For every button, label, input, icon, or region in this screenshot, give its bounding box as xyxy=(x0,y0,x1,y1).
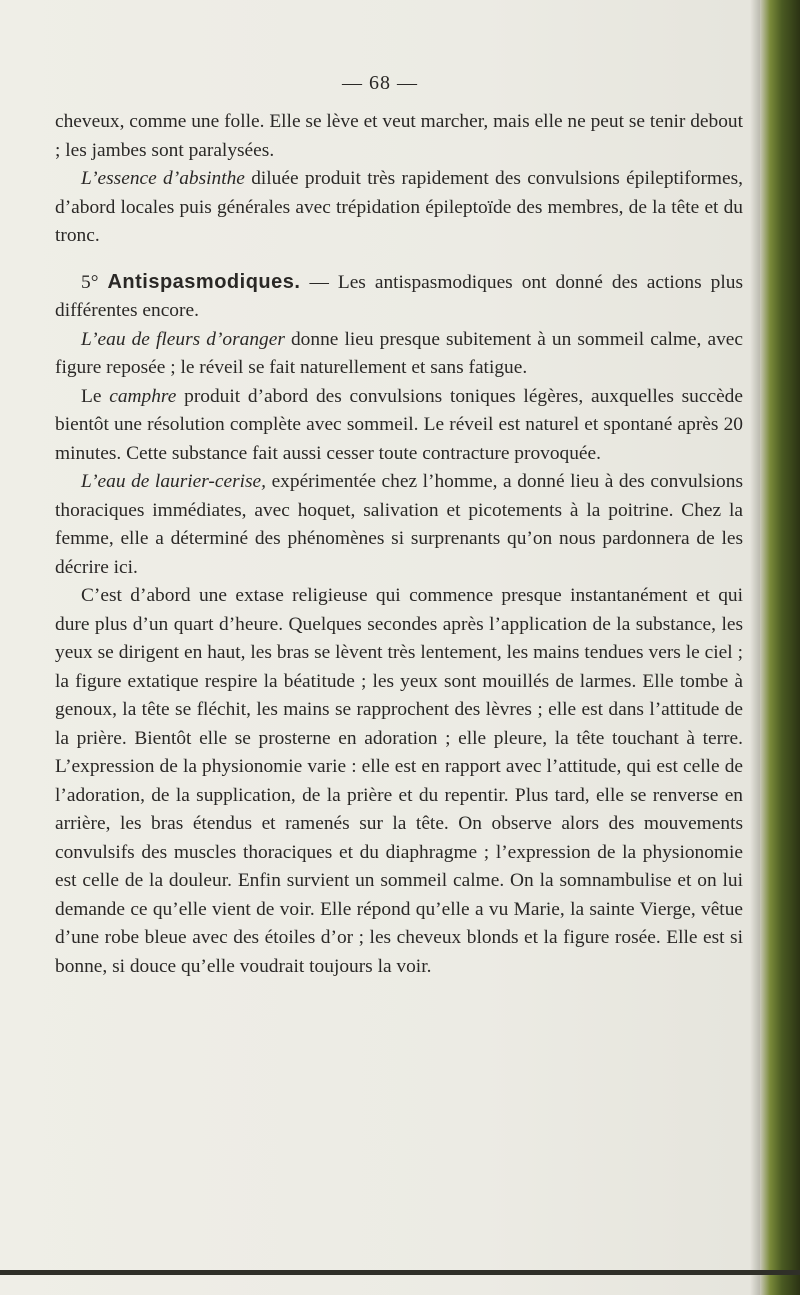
paragraph-7: C’est d’abord une extase religieuse qui commence presque instantanément et qui dure plus d’un quart d’heure. Quelques secondes après l’application de la substance, les yeux se dirigent en haut, les bras se lèvent très lentement, les mains tendues vers le ciel ; la figure extatique respire la béatitude ; les yeux sont mouillés de larmes. Elle tombe à genoux, la tête se fléchit, les mains se rapprochent des lèvres ; elle est dans l’attitude de la prière. Bientôt elle se prosterne en adoration ; elle pleure, la tête touchant à terre. L’expression de la physionomie varie : elle est en rapport avec l’attitude, qui est celle de l’adoration, de la supplication, de la prière et du repentir. Plus tard, elle se renverse en arrière, les bras étendus et ramenés sur la tête. On observe alors des mouvements convulsifs des muscles thoraciques et du diaphragme ; l’expression de la physionomie est celle de la douleur. Enfin survient un sommeil calme. On la somnambulise et on lui demande ce qu’elle vient de voir. Elle répond qu’elle a vu Marie, la sainte Vierge, vêtue d’une robe bleue avec des étoiles d’or ; les cheveux blonds et la figure rosée. Elle est si bonne, si douce qu’elle voudrait toujours la voir. xyxy=(55,585,743,977)
page-number: — 68 — xyxy=(342,72,418,94)
paragraph-5 xyxy=(55,383,743,469)
section-title: Antispasmodiques. xyxy=(107,270,301,293)
bottom-edge xyxy=(0,1270,800,1275)
paragraph-4-text: donne lieu presque subitement à un sommeil calme, avec figure reposée ; le réveil se fait naturellement et sans fatigue. xyxy=(55,328,743,378)
paragraph-6 xyxy=(55,468,743,582)
page-gutter-shadow xyxy=(750,0,760,1295)
section-intro: — Les antispasmodiques ont donné des actions plus différentes encore. xyxy=(55,271,743,321)
page-text xyxy=(55,108,743,981)
book-edge xyxy=(760,0,800,1295)
paragraph-5-prefix: Le xyxy=(81,385,110,407)
section-number: 5° xyxy=(81,271,99,293)
paragraph-2-text: diluée produit très rapidement des convulsions épileptiformes, d’abord locales puis générales avec trépidation épileptoïde des membres, de la tête et du tronc. xyxy=(55,168,743,246)
paragraph-5-term: camphre xyxy=(109,385,177,407)
paragraph-6-text: expérimentée chez l’homme, a donné lieu à des convulsions thoraciques immédiates, avec hoquet, salivation et picotements à la poitrine. Chez la femme, elle a déterminé des phénomènes si surprenants qu’on nous pardonnera de les décrire ici. xyxy=(55,471,743,578)
paragraph-5-text: produit d’abord des convulsions toniques légères, auxquelles succède bientôt une résolution complète avec sommeil. Le réveil est naturel et spontané après 20 minutes. Cette substance fait aussi cesser toute contracture provoquée. xyxy=(55,385,743,464)
paragraph-6-term: L’eau de laurier-cerise, xyxy=(81,471,267,492)
section-5-heading xyxy=(55,268,743,326)
paragraph-2-term: L’essence d’absinthe xyxy=(81,168,245,189)
paragraph-4-term: L’eau de fleurs d’oranger xyxy=(81,328,285,350)
paragraph-4 xyxy=(55,326,743,383)
paragraph-2 xyxy=(55,165,743,251)
paragraph-1: cheveux, comme une folle. Elle se lève et veut marcher, mais elle ne peut se tenir debout ; les jambes sont paralysées. xyxy=(55,111,743,161)
